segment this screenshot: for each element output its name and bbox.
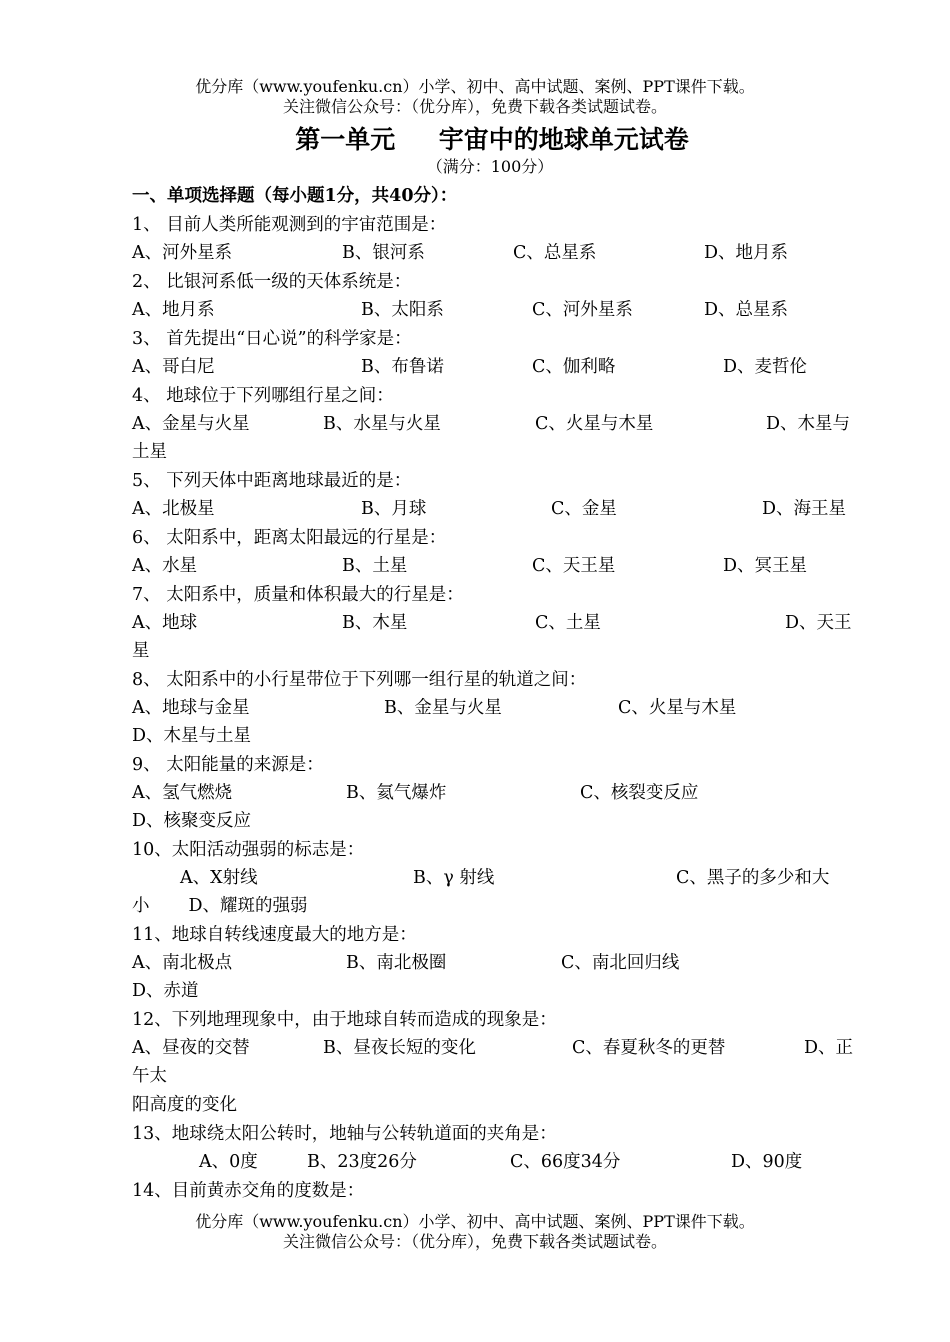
option-wrap: 小 D、耀斑的强弱 xyxy=(132,896,308,916)
option-c: C、66度34分 xyxy=(510,1152,621,1172)
option-c: C、总星系 xyxy=(513,243,597,263)
option-b: B、月球 xyxy=(361,499,427,519)
question-stem: 14、目前黄赤交角的度数是： xyxy=(132,1181,365,1201)
option-d: D、木星与 xyxy=(766,414,851,434)
option-b: B、γ 射线 xyxy=(413,868,495,888)
option-c: C、土星 xyxy=(535,613,601,633)
option-d: D、核聚变反应 xyxy=(132,811,252,831)
option-a: A、氢气燃烧 xyxy=(132,783,233,803)
header-line-2: 关注微信公众号：（优分库），免费下载各类试题试卷。 xyxy=(282,97,667,116)
option-wrap: 阳高度的变化 xyxy=(132,1095,237,1115)
section-heading: 一、单项选择题（每小题1分，共40分）： xyxy=(132,186,458,206)
option-d: D、海王星 xyxy=(762,499,847,519)
question-stem: 4、 地球位于下列哪组行星之间： xyxy=(132,386,394,406)
option-a: A、地月系 xyxy=(132,300,215,320)
option-wrap: 午太 xyxy=(132,1066,167,1086)
option-b: B、土星 xyxy=(342,556,408,576)
exam-title: 第一单元 宇宙中的地球单元试卷 xyxy=(295,125,689,154)
question-stem: 2、 比银河系低一级的天体系统是： xyxy=(132,272,412,292)
option-wrap: 星 xyxy=(132,641,150,661)
option-a: A、北极星 xyxy=(132,499,215,519)
option-d: D、地月系 xyxy=(704,243,789,263)
option-a: A、0度 xyxy=(199,1152,258,1172)
option-c: C、黑子的多少和大 xyxy=(676,868,830,888)
option-b: B、金星与火星 xyxy=(384,698,502,718)
option-c: C、南北回归线 xyxy=(561,953,680,973)
option-b: B、太阳系 xyxy=(361,300,444,320)
option-a: A、X射线 xyxy=(180,868,258,888)
question-stem: 9、 太阳能量的来源是： xyxy=(132,755,324,775)
option-d: D、麦哲伦 xyxy=(723,357,808,377)
option-a: A、昼夜的交替 xyxy=(132,1038,250,1058)
header-line-1: 优分库（www.youfenku.cn）小学、初中、高中试题、案例、PPT课件下载。 xyxy=(195,77,755,96)
option-d: D、天王 xyxy=(785,613,852,633)
option-c: C、春夏秋冬的更替 xyxy=(572,1038,726,1058)
option-d: D、冥王星 xyxy=(723,556,808,576)
option-c: C、火星与木星 xyxy=(535,414,654,434)
option-c: C、核裂变反应 xyxy=(580,783,699,803)
question-stem: 8、 太阳系中的小行星带位于下列哪一组行星的轨道之间： xyxy=(132,670,587,690)
option-d: D、木星与土星 xyxy=(132,726,252,746)
question-stem: 11、地球自转线速度最大的地方是： xyxy=(132,925,417,945)
option-b: B、银河系 xyxy=(342,243,425,263)
option-c: C、河外星系 xyxy=(532,300,633,320)
option-c: C、火星与木星 xyxy=(618,698,737,718)
option-a: A、地球与金星 xyxy=(132,698,250,718)
option-a: A、哥白尼 xyxy=(132,357,215,377)
footer-line-1: 优分库（www.youfenku.cn）小学、初中、高中试题、案例、PPT课件下载。 xyxy=(195,1212,755,1231)
option-b: B、水星与火星 xyxy=(323,414,441,434)
question-stem: 1、 目前人类所能观测到的宇宙范围是： xyxy=(132,215,447,235)
option-a: A、金星与火星 xyxy=(132,414,250,434)
option-b: B、昼夜长短的变化 xyxy=(323,1038,476,1058)
question-stem: 6、 太阳系中，距离太阳最远的行星是： xyxy=(132,528,447,548)
footer-line-2: 关注微信公众号：（优分库），免费下载各类试题试卷。 xyxy=(282,1232,667,1251)
option-b: B、布鲁诺 xyxy=(361,357,444,377)
option-c: C、天王星 xyxy=(532,556,616,576)
option-c: C、伽利略 xyxy=(532,357,616,377)
question-stem: 3、 首先提出“日心说”的科学家是： xyxy=(132,329,412,349)
question-stem: 7、 太阳系中，质量和体积最大的行星是： xyxy=(132,585,464,605)
option-a: A、河外星系 xyxy=(132,243,233,263)
option-d: D、正 xyxy=(804,1038,854,1058)
question-stem: 10、太阳活动强弱的标志是： xyxy=(132,840,365,860)
question-stem: 13、地球绕太阳公转时，地轴与公转轨道面的夹角是： xyxy=(132,1124,557,1144)
option-d: D、赤道 xyxy=(132,981,199,1001)
option-d: D、90度 xyxy=(731,1152,803,1172)
question-stem: 12、下列地理现象中，由于地球自转而造成的现象是： xyxy=(132,1010,557,1030)
option-b: B、南北极圈 xyxy=(346,953,447,973)
option-b: B、氦气爆炸 xyxy=(346,783,447,803)
question-stem: 5、 下列天体中距离地球最近的是： xyxy=(132,471,412,491)
option-a: A、地球 xyxy=(132,613,198,633)
exam-subtitle: （满分：100分） xyxy=(426,157,554,176)
option-wrap: 土星 xyxy=(132,442,167,462)
option-d: D、总星系 xyxy=(704,300,789,320)
option-a: A、水星 xyxy=(132,556,198,576)
option-b: B、木星 xyxy=(342,613,408,633)
option-a: A、南北极点 xyxy=(132,953,233,973)
option-b: B、23度26分 xyxy=(307,1152,417,1172)
option-c: C、金星 xyxy=(551,499,617,519)
